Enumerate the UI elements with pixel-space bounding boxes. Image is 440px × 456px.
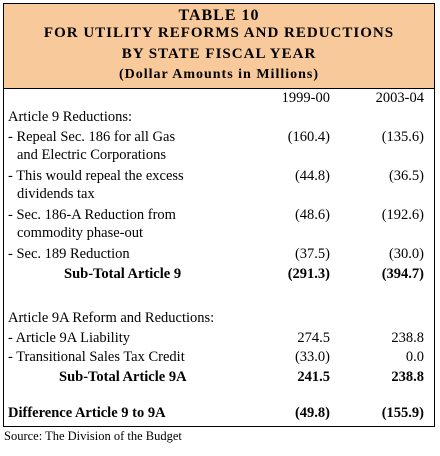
subtotal-value: 241.5: [297, 369, 330, 385]
budget-table: [3, 3, 435, 427]
row-label-continued: and Electric Corporations: [17, 147, 166, 163]
cell-value: (30.0): [388, 246, 424, 262]
column-header-2003-04: 2003-04: [375, 90, 424, 106]
subtotal-value: (291.3): [287, 266, 330, 282]
difference-value: (155.9): [381, 405, 424, 421]
table-subtitle-2: BY STATE FISCAL YEAR: [121, 46, 317, 62]
cell-value: (160.4): [287, 129, 330, 145]
subtotal-label-article-9: Sub-Total Article 9: [64, 266, 182, 282]
cell-value: (33.0): [294, 349, 330, 365]
section-title-article-9: Article 9 Reductions:: [8, 109, 133, 125]
difference-value: (49.8): [294, 405, 330, 421]
table-subtitle: FOR UTILITY REFORMS AND REDUCTIONS: [43, 25, 395, 41]
row-label-continued: dividends tax: [17, 186, 95, 202]
row-label: - Transitional Sales Tax Credit: [8, 349, 185, 365]
cell-value: (135.6): [381, 129, 424, 145]
table-header: [4, 4, 434, 89]
subtotal-value: (394.7): [381, 266, 424, 282]
row-label: - This would repeal the excess: [8, 168, 184, 184]
cell-value: 238.8: [391, 330, 424, 346]
subtotal-label-article-9a: Sub-Total Article 9A: [59, 369, 187, 385]
cell-value: (36.5): [388, 168, 424, 184]
cell-value: 0.0: [405, 349, 424, 365]
row-label: - Article 9A Liability: [8, 330, 131, 346]
cell-value: 274.5: [297, 330, 330, 346]
cell-value: (192.6): [381, 207, 424, 223]
cell-value: (37.5): [294, 246, 330, 262]
section-title-article-9a: Article 9A Reform and Reductions:: [8, 310, 215, 326]
row-label: - Sec. 189 Reduction: [8, 246, 130, 262]
row-label-continued: commodity phase-out: [17, 225, 144, 241]
difference-label: Difference Article 9 to 9A: [8, 405, 166, 421]
table-units-note: (Dollar Amounts in Millions): [118, 67, 320, 82]
source-note: Source: The Division of the Budget: [4, 429, 182, 443]
cell-value: (48.6): [294, 207, 330, 223]
column-header-1999-00: 1999-00: [281, 90, 330, 106]
subtotal-value: 238.8: [391, 369, 424, 385]
cell-value: (44.8): [294, 168, 330, 184]
row-label: - Repeal Sec. 186 for all Gas: [8, 129, 176, 145]
table-title: TABLE 10: [178, 7, 260, 24]
row-label: - Sec. 186-A Reduction from: [8, 207, 176, 223]
